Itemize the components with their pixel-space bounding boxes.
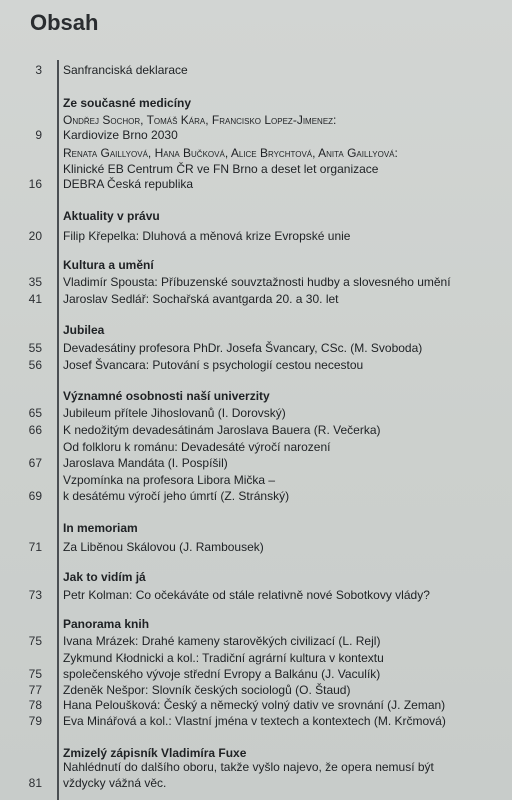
section-heading: Zmizelý zápisník Vladimíra Fuxe bbox=[63, 746, 247, 760]
toc-entry: Vzpomínka na profesora Libora Mička – bbox=[63, 473, 276, 487]
page-number: 81 bbox=[28, 776, 42, 790]
page-number: 35 bbox=[28, 275, 42, 289]
page-number: 75 bbox=[28, 667, 42, 681]
page-number: 65 bbox=[28, 406, 42, 420]
toc-entry: vždycky vážná věc. bbox=[63, 776, 167, 790]
toc-entry: Devadesátiny profesora PhDr. Josefa Švancary, CSc. (M. Svoboda) bbox=[63, 341, 423, 355]
page-number: 66 bbox=[28, 423, 42, 437]
page-number: 55 bbox=[28, 341, 42, 355]
page-number: 16 bbox=[28, 177, 42, 191]
page-number: 3 bbox=[35, 63, 42, 77]
page-number: 20 bbox=[28, 229, 42, 243]
page-number: 78 bbox=[28, 698, 42, 712]
toc-entry: Vladimír Spousta: Příbuzenské souvztažnosti hudby a slovesného umění bbox=[63, 275, 451, 289]
toc-entry: Jaroslav Sedlář: Sochařská avantgarda 20. a 30. let bbox=[63, 292, 339, 306]
toc-entry: Klinické EB Centrum ČR ve FN Brno a deset let organizace bbox=[63, 162, 379, 176]
section-heading: Jubilea bbox=[63, 323, 105, 337]
toc-entry: DEBRA Česká republika bbox=[63, 177, 194, 191]
page-title: Obsah bbox=[30, 10, 99, 35]
section-heading: Ze současné medicíny bbox=[63, 96, 192, 110]
toc-entry: Ondřej Sochor, Tomáš Kára, Francisko Lopez-Jimenez: bbox=[63, 113, 337, 127]
page-number: 71 bbox=[28, 540, 42, 554]
page-number: 77 bbox=[28, 683, 42, 697]
section-heading: Kultura a umění bbox=[63, 258, 154, 272]
page-number: 75 bbox=[28, 634, 42, 648]
toc-entry: Jaroslava Mandáta (I. Pospíšil) bbox=[63, 456, 228, 470]
toc-entry: Eva Minářová a kol.: Vlastní jména v textech a kontextech (M. Krčmová) bbox=[63, 714, 446, 728]
toc-entry: Josef Švancara: Putování s psychologií cestou necestou bbox=[63, 358, 364, 372]
page-number: 9 bbox=[35, 128, 42, 142]
section-heading: In memoriam bbox=[63, 521, 138, 535]
toc-entry: Ivana Mrázek: Drahé kameny starověkých civilizací (L. Rejl) bbox=[63, 634, 381, 648]
section-heading: Panorama knih bbox=[63, 617, 150, 631]
toc-entry: k desátému výročí jeho úmrtí (Z. Stránský) bbox=[63, 489, 290, 503]
section-heading: Jak to vidím já bbox=[63, 570, 146, 584]
page-number: 73 bbox=[28, 588, 42, 602]
page-number: 69 bbox=[28, 489, 42, 503]
toc-entry: Zdeněk Nešpor: Slovník českých sociologů (O. Štaud) bbox=[63, 683, 351, 697]
toc-entry: společenského vývoje střední Evropy a Balkánu (J. Vaculík) bbox=[63, 667, 381, 681]
toc-entry: Sanfranciská deklarace bbox=[63, 63, 188, 77]
toc-entry: Renata Gaillyová, Hana Bučková, Alice Brychtová, Anita Gaillyová: bbox=[63, 146, 398, 160]
section-heading: Významné osobnosti naší univerzity bbox=[63, 389, 270, 403]
page-number: 79 bbox=[28, 714, 42, 728]
section-heading: Aktuality v právu bbox=[63, 209, 160, 223]
toc-entry: Za Liběnou Skálovou (J. Rambousek) bbox=[63, 540, 264, 554]
page-number: 41 bbox=[28, 292, 42, 306]
toc-entry: Od folkloru k románu: Devadesáté výročí narození bbox=[63, 440, 331, 454]
toc-entry: Kardiovize Brno 2030 bbox=[63, 128, 178, 142]
page-number: 56 bbox=[28, 358, 42, 372]
toc-entry: Nahlédnutí do dalšího oboru, takže vyšlo najevo, že opera nemusí být bbox=[63, 760, 434, 774]
toc-entry: Petr Kolman: Co očekáváte od stále relativně nové Sobotkovy vlády? bbox=[63, 588, 430, 602]
toc-entry: Hana Peloušková: Český a německý volný dativ ve srovnání (J. Zeman) bbox=[63, 698, 446, 712]
vertical-rule bbox=[57, 60, 59, 800]
toc-entry: Filip Křepelka: Dluhová a měnová krize Evropské unie bbox=[63, 229, 351, 243]
toc-entry: Zykmund Kłodnicki a kol.: Tradiční agrární kultura v kontextu bbox=[63, 651, 384, 665]
toc-entry: K nedožitým devadesátinám Jaroslava Bauera (R. Večerka) bbox=[63, 423, 381, 437]
page-number: 67 bbox=[28, 456, 42, 470]
toc-entry: Jubileum přítele Jihoslovanů (I. Dorovský) bbox=[63, 406, 286, 420]
